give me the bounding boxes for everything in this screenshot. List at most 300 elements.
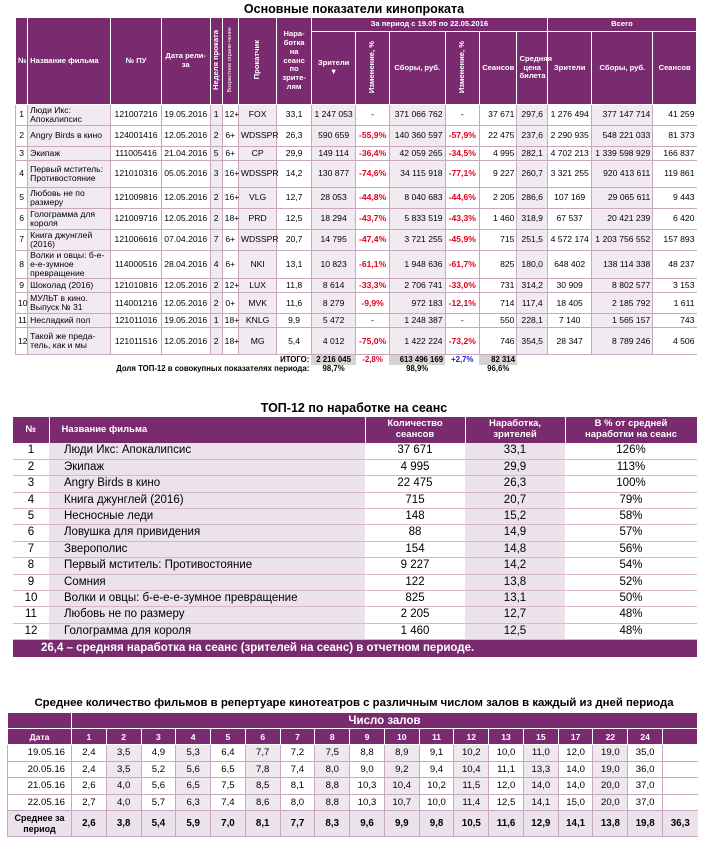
film-count: 8,8 — [315, 794, 350, 811]
film-count: 8,0 — [315, 761, 350, 778]
film-count: 11,4 — [454, 794, 489, 811]
totals-gross-change: +2,7% — [451, 354, 474, 364]
per-session: 26,3 — [465, 476, 565, 492]
average-value: 5,9 — [176, 811, 211, 837]
total-viewers: 28 347 — [547, 328, 592, 355]
t2-col-sessions: Количество сеансов — [365, 417, 465, 443]
sessions: 148 — [365, 509, 465, 525]
viewers: 8 279 — [311, 293, 356, 314]
film-count: 6,3 — [176, 794, 211, 811]
per-session: 33,1 — [465, 443, 565, 459]
film-name: Angry Birds в кино — [28, 126, 111, 147]
film-count: 2,4 — [72, 761, 107, 778]
sessions: 550 — [479, 314, 516, 328]
film-count: 10,4 — [454, 761, 489, 778]
distributor: KNLG — [238, 314, 277, 328]
pu-number: 121009816 — [111, 188, 162, 209]
table-row — [13, 459, 697, 475]
age-rating: 16+ — [222, 188, 238, 209]
per-session: 13,1 — [465, 591, 565, 607]
table-row — [16, 251, 697, 279]
rank: 11 — [13, 607, 49, 623]
distributor: VLG — [238, 188, 277, 209]
week: 3 — [210, 161, 222, 188]
film-count: 10,0 — [419, 794, 454, 811]
hall-count-header: 12 — [454, 729, 489, 745]
viewers-change: -43,7% — [356, 209, 389, 230]
rank: 3 — [13, 476, 49, 492]
hall-count-header: 6 — [245, 729, 280, 745]
per-session: 12,7 — [465, 607, 565, 623]
section2-title: ТОП-12 по наработке на сеанс — [260, 401, 448, 415]
rank: 10 — [13, 591, 49, 607]
col-age: Возрастное ограни-чение — [222, 18, 238, 105]
hall-count-header: 22 — [593, 729, 628, 745]
sessions: 9 227 — [479, 161, 516, 188]
release-date: 19.05.2016 — [161, 105, 210, 126]
pct-of-average: 79% — [565, 492, 697, 508]
film-count: 3,5 — [106, 761, 141, 778]
col-change2: Изменение, % — [445, 32, 479, 105]
t2-col-pct: В % от средней наработки на сеанс — [565, 417, 697, 443]
per-session: 26,3 — [277, 126, 311, 147]
release-date: 12.05.2016 — [161, 209, 210, 230]
viewers: 8 614 — [311, 279, 356, 293]
total-gross: 548 221 033 — [592, 126, 653, 147]
week: 1 — [210, 105, 222, 126]
gross-change: -44,6% — [445, 188, 479, 209]
film-count: 12,5 — [489, 794, 524, 811]
film-count: 8,0 — [280, 794, 315, 811]
gross-change: -33,0% — [445, 279, 479, 293]
distributor: WDSSPR — [238, 230, 277, 251]
film-count: 5,6 — [176, 761, 211, 778]
film-name: Книга джунглей (2016) — [28, 230, 111, 251]
avg-price: 318,9 — [517, 209, 547, 230]
film-count: 4,9 — [141, 745, 176, 762]
film-name: Первый мститель: Противостояние — [28, 161, 111, 188]
viewers-change: - — [356, 105, 389, 126]
total-sessions: 157 893 — [653, 230, 697, 251]
avg-price: 237,6 — [517, 126, 547, 147]
total-viewers: 107 169 — [547, 188, 592, 209]
age-rating: 18+ — [222, 314, 238, 328]
age-rating: 0+ — [222, 293, 238, 314]
gross: 8 040 683 — [389, 188, 445, 209]
film-name: Первый мститель: Противостояние — [49, 558, 365, 574]
pu-number: 121010316 — [111, 161, 162, 188]
total-gross: 138 114 338 — [592, 251, 653, 279]
film-count: 20,0 — [593, 794, 628, 811]
totals-gross: 613 496 169 — [389, 355, 445, 365]
rank: 6 — [13, 525, 49, 541]
film-name: Книга джунглей (2016) — [49, 492, 365, 508]
film-name: Шоколад (2016) — [28, 279, 111, 293]
table-row — [16, 161, 697, 188]
pu-number: 121007216 — [111, 105, 162, 126]
hall-count-header: 2 — [106, 729, 141, 745]
table-row — [16, 314, 697, 328]
week: 2 — [210, 188, 222, 209]
viewers: 1 247 053 — [311, 105, 356, 126]
hall-count-header: 4 — [176, 729, 211, 745]
average-value: 3,8 — [106, 811, 141, 837]
film-count: 8,9 — [384, 745, 419, 762]
film-count: 10,7 — [384, 794, 419, 811]
sessions: 122 — [365, 574, 465, 590]
sessions: 825 — [479, 251, 516, 279]
average-value: 7,0 — [211, 811, 246, 837]
totals-label: ИТОГО: — [280, 354, 310, 364]
pct-of-average: 54% — [565, 558, 697, 574]
per-session: 20,7 — [465, 492, 565, 508]
row-no: 6 — [16, 209, 28, 230]
total-sessions: 3 153 — [653, 279, 697, 293]
viewers-change: - — [356, 314, 389, 328]
total-gross: 377 147 714 — [592, 105, 653, 126]
total-gross: 1 339 598 929 — [592, 147, 653, 161]
row-no: 9 — [16, 279, 28, 293]
table-row — [13, 443, 697, 459]
total-group-header: Всего — [547, 18, 696, 32]
share-viewers: 98,7% — [322, 363, 345, 373]
film-count: 12,0 — [558, 745, 593, 762]
per-session: 12,5 — [465, 623, 565, 639]
film-count: 14,1 — [523, 794, 558, 811]
age-rating: 12+ — [222, 279, 238, 293]
total-sessions: 4 506 — [653, 328, 697, 355]
average-value: 10,5 — [454, 811, 489, 837]
distributor: MVK — [238, 293, 277, 314]
hall-count-header: 7 — [280, 729, 315, 745]
hall-count-header: 24 — [628, 729, 663, 745]
gross: 972 183 — [389, 293, 445, 314]
col-total-sessions: Сеансов — [653, 32, 697, 105]
pct-of-average: 126% — [565, 443, 697, 459]
film-count: 4,0 — [106, 794, 141, 811]
age-rating: 16+ — [222, 161, 238, 188]
age-rating: 6+ — [222, 147, 238, 161]
week: 2 — [210, 126, 222, 147]
week: 4 — [210, 251, 222, 279]
per-session: 5,4 — [277, 328, 311, 355]
average-value: 14,1 — [558, 811, 593, 837]
distributor: LUX — [238, 279, 277, 293]
film-name: Экипаж — [49, 459, 365, 475]
film-count: 19,0 — [593, 761, 628, 778]
film-name: Любовь не по размеру — [28, 188, 111, 209]
col-viewers[interactable]: Зрители ▼ — [311, 32, 356, 105]
total-viewers: 2 290 935 — [547, 126, 592, 147]
average-value: 7,7 — [280, 811, 315, 837]
rank: 4 — [13, 492, 49, 508]
average-value: 11,6 — [489, 811, 524, 837]
table-row — [16, 279, 697, 293]
viewers-change: -74,6% — [356, 161, 389, 188]
film-count: 11,1 — [489, 761, 524, 778]
film-count: 8,8 — [315, 778, 350, 795]
film-count: 3,5 — [106, 745, 141, 762]
distributor: WDSSPR — [238, 161, 277, 188]
col-gross: Сборы, руб. — [389, 32, 445, 105]
total-sessions: 743 — [653, 314, 697, 328]
film-count: 10,0 — [489, 745, 524, 762]
total-gross: 20 421 239 — [592, 209, 653, 230]
avg-price: 228,1 — [517, 314, 547, 328]
per-session: 12,7 — [277, 188, 311, 209]
sort-arrow-icon[interactable]: ▼ — [329, 67, 338, 76]
film-name: Волки и овцы: б-е-е-е-зумное превращение — [28, 251, 111, 279]
col-total-viewers: Зрители — [547, 32, 592, 105]
share-gross: 98,9% — [406, 363, 429, 373]
gross-change: -73,2% — [445, 328, 479, 355]
pct-of-average: 56% — [565, 541, 697, 557]
gross: 5 833 519 — [389, 209, 445, 230]
viewers-change: -9,9% — [356, 293, 389, 314]
row-no: 5 — [16, 188, 28, 209]
sessions: 22 475 — [365, 476, 465, 492]
gross: 42 059 265 — [389, 147, 445, 161]
table-row — [16, 209, 697, 230]
release-date: 12.05.2016 — [161, 279, 210, 293]
per-session: 13,1 — [277, 251, 311, 279]
film-count: 14,0 — [523, 778, 558, 795]
pu-number: 121009716 — [111, 209, 162, 230]
col-film: Название фильма — [28, 18, 111, 105]
hall-count-header: 5 — [211, 729, 246, 745]
table-row — [16, 147, 697, 161]
average-value: 9,8 — [419, 811, 454, 837]
film-count: 6,5 — [176, 778, 211, 795]
total-gross: 8 802 577 — [592, 279, 653, 293]
per-session: 14,2 — [465, 558, 565, 574]
total-sessions: 48 237 — [653, 251, 697, 279]
film-count: 7,7 — [245, 745, 280, 762]
release-date: 07.04.2016 — [161, 230, 210, 251]
film-count: 37,0 — [628, 778, 663, 795]
film-count: 7,4 — [211, 794, 246, 811]
film-count: 10,4 — [384, 778, 419, 795]
film-name: Голограмма для короля — [49, 623, 365, 639]
sessions: 9 227 — [365, 558, 465, 574]
per-session: 14,9 — [465, 525, 565, 541]
film-name: Ловушка для привидения — [49, 525, 365, 541]
sessions: 1 460 — [479, 209, 516, 230]
table-row — [16, 188, 697, 209]
sessions: 2 205 — [365, 607, 465, 623]
rank: 12 — [13, 623, 49, 639]
gross: 371 066 762 — [389, 105, 445, 126]
total-sessions: 9 443 — [653, 188, 697, 209]
avg-price: 180,0 — [517, 251, 547, 279]
film-count: 9,4 — [419, 761, 454, 778]
film-name: Любовь не по размеру — [49, 607, 365, 623]
film-name: Несладкий пол — [28, 314, 111, 328]
col-per-session: Нара-ботка на сеанс по зрите-лям — [277, 18, 311, 105]
average-value: 5,4 — [141, 811, 176, 837]
viewers: 590 659 — [311, 126, 356, 147]
film-count: 7,2 — [280, 745, 315, 762]
viewers-change: -61,1% — [356, 251, 389, 279]
sessions: 4 995 — [365, 459, 465, 475]
sessions: 715 — [365, 492, 465, 508]
table-row — [13, 476, 697, 492]
hall-count-header: 3 — [141, 729, 176, 745]
per-session: 14,8 — [465, 541, 565, 557]
film-count: 9,1 — [419, 745, 454, 762]
total-gross: 29 065 611 — [592, 188, 653, 209]
week: 2 — [210, 293, 222, 314]
sessions: 1 460 — [365, 623, 465, 639]
period-group-header: За период с 19.05 по 22.05.2016 — [311, 18, 547, 32]
total-viewers: 18 405 — [547, 293, 592, 314]
avg-price: 260,7 — [517, 161, 547, 188]
table-row — [8, 745, 698, 762]
rank: 9 — [13, 574, 49, 590]
gross-change: -43,3% — [445, 209, 479, 230]
film-count: 14,0 — [558, 778, 593, 795]
gross: 3 721 255 — [389, 230, 445, 251]
per-session: 15,2 — [465, 509, 565, 525]
pct-of-average: 100% — [565, 476, 697, 492]
row-no: 11 — [16, 314, 28, 328]
col-pu: № ПУ — [111, 18, 162, 105]
t2-col-per-session: Наработка, зрителей — [465, 417, 565, 443]
table-row — [13, 623, 697, 639]
average-value: 13,8 — [593, 811, 628, 837]
film-count: 12,0 — [489, 778, 524, 795]
release-date: 12.05.2016 — [161, 328, 210, 355]
halls-repertoire-table — [7, 712, 698, 837]
release-date: 28.04.2016 — [161, 251, 210, 279]
film-count: 13,3 — [523, 761, 558, 778]
week: 2 — [210, 279, 222, 293]
gross-change: -45,9% — [445, 230, 479, 251]
total-gross: 8 789 246 — [592, 328, 653, 355]
week: 7 — [210, 230, 222, 251]
week: 2 — [210, 328, 222, 355]
hall-count-header: 15 — [523, 729, 558, 745]
t3-corner — [8, 713, 72, 729]
rank: 5 — [13, 509, 49, 525]
table-row — [16, 105, 697, 126]
distributor: MG — [238, 328, 277, 355]
viewers: 149 114 — [311, 147, 356, 161]
film-count: 10,3 — [350, 794, 385, 811]
gross: 140 360 597 — [389, 126, 445, 147]
table-row — [13, 591, 697, 607]
viewers: 10 823 — [311, 251, 356, 279]
film-name: Люди Икс: Апокалипсис — [28, 105, 111, 126]
total-viewers: 30 909 — [547, 279, 592, 293]
week: 1 — [210, 314, 222, 328]
film-count: 14,0 — [558, 761, 593, 778]
col-sessions: Сеансов — [479, 32, 516, 105]
table-row — [13, 607, 697, 623]
table-row — [13, 492, 697, 508]
col-no: № — [16, 18, 28, 105]
film-count: 10,2 — [454, 745, 489, 762]
gross: 2 706 741 — [389, 279, 445, 293]
row-no: 2 — [16, 126, 28, 147]
total-viewers: 4 702 213 — [547, 147, 592, 161]
pu-number: 121006616 — [111, 230, 162, 251]
pu-number: 111005416 — [111, 147, 162, 161]
total-viewers: 648 402 — [547, 251, 592, 279]
avg-price: 286,6 — [517, 188, 547, 209]
gross-change: - — [445, 314, 479, 328]
pct-of-average: 57% — [565, 525, 697, 541]
film-name: Несносные леди — [49, 509, 365, 525]
table-row — [8, 794, 698, 811]
pu-number: 121011516 — [111, 328, 162, 355]
rank: 2 — [13, 459, 49, 475]
row-no: 7 — [16, 230, 28, 251]
sessions: 825 — [365, 591, 465, 607]
film-count: 35,0 — [628, 745, 663, 762]
table-row — [16, 126, 697, 147]
average-value: 9,6 — [350, 811, 385, 837]
sessions: 37 671 — [365, 443, 465, 459]
t3-col-date: Дата — [8, 729, 72, 745]
per-session: 11,8 — [277, 279, 311, 293]
hall-count-header: 1 — [72, 729, 107, 745]
totals-viewers: 2 216 045 — [311, 355, 356, 365]
film-count: 5,2 — [141, 761, 176, 778]
total-sessions: 1 611 — [653, 293, 697, 314]
table-row — [16, 293, 697, 314]
sessions: 714 — [479, 293, 516, 314]
age-rating: 6+ — [222, 230, 238, 251]
distributor: PRD — [238, 209, 277, 230]
per-session: 20,7 — [277, 230, 311, 251]
gross-change: -61,7% — [445, 251, 479, 279]
film-count: 7,5 — [315, 745, 350, 762]
pct-of-average: 48% — [565, 607, 697, 623]
top12-per-session-table — [13, 417, 698, 657]
t2-footer-note: 26,4 – средняя наработка на сеанс (зрителей на сеанс) в отчетном периоде. — [13, 640, 697, 657]
hall-count-header: 11 — [419, 729, 454, 745]
hall-count-header: 8 — [315, 729, 350, 745]
total-viewers: 3 321 255 — [547, 161, 592, 188]
col-change1: Изменение, % — [356, 32, 389, 105]
share-label: Доля ТОП-12 в совокупных показателях периода: — [116, 363, 310, 373]
pu-number: 114001216 — [111, 293, 162, 314]
film-count: 36,0 — [628, 761, 663, 778]
rank: 8 — [13, 558, 49, 574]
gross: 1 422 224 — [389, 328, 445, 355]
table-row — [13, 509, 697, 525]
film-count: 8,6 — [245, 794, 280, 811]
film-count: 20,0 — [593, 778, 628, 795]
week: 2 — [210, 209, 222, 230]
average-value: 19,8 — [628, 811, 663, 837]
avg-price: 297,6 — [517, 105, 547, 126]
film-name: Люди Икс: Апокалипсис — [49, 443, 365, 459]
viewers: 14 795 — [311, 230, 356, 251]
hall-count-header: 9 — [350, 729, 385, 745]
date: 19.05.16 — [8, 745, 72, 762]
row-no: 10 — [16, 293, 28, 314]
per-session: 13,8 — [465, 574, 565, 590]
hall-count-header: 10 — [384, 729, 419, 745]
rank: 1 — [13, 443, 49, 459]
avg-price: 282,1 — [517, 147, 547, 161]
film-count: 37,0 — [628, 794, 663, 811]
table-row — [13, 558, 697, 574]
viewers: 130 877 — [311, 161, 356, 188]
film-name: Сомния — [49, 574, 365, 590]
